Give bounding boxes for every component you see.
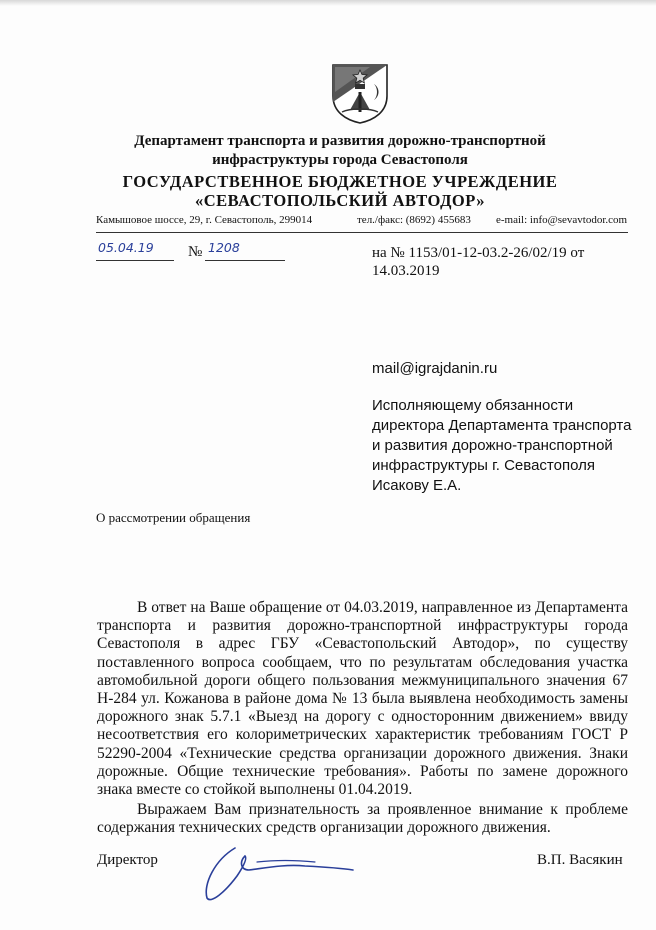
registration-date: 05.04.19: [98, 240, 154, 255]
institution-line-1: ГОСУДАРСТВЕННОЕ БЮДЖЕТНОЕ УЧРЕЖДЕНИЕ: [122, 172, 558, 191]
signer-name: В.П. Васякин: [537, 852, 623, 868]
signer-title: Директор: [97, 852, 158, 868]
sevastopol-coat-of-arms-icon: [330, 62, 390, 124]
phone-text: тел./факс: (8692) 455683: [357, 214, 471, 226]
recipient-email: mail@igrajdanin.ru: [372, 360, 498, 377]
date-underline: [96, 260, 174, 261]
number-underline: [205, 260, 285, 261]
institution-name: [90, 172, 590, 210]
body-paragraph-2: Выражаем Вам признательность за проявленное внимание к проблеме содержания технических средств организации дорожного движения.: [97, 801, 628, 837]
letter-body: [97, 599, 628, 838]
addressee-block: Исполняющему обязанности директора Департамента транспорта и развития дорожно-транспортной инфраструктуры г. Севастополя Исакову Е.А.: [372, 397, 632, 494]
header-divider: [96, 232, 628, 233]
reference-number: на № 1153/01-12-03.2-26/02/19 от 14.03.2019: [372, 245, 585, 279]
institution-line-2: «СЕВАСТОПОЛЬСКИЙ АВТОДОР»: [194, 191, 485, 210]
number-sign: №: [188, 244, 203, 260]
signature-scribble-icon: [195, 840, 355, 906]
address-text: Камышовое шоссе, 29, г. Севастополь, 299014: [96, 214, 313, 226]
email-text: e-mail: info@sevavtodor.com: [496, 214, 628, 226]
department-name: Департамент транспорта и развития дорожно-транспортной инфраструктуры города Севастополя: [134, 133, 546, 168]
letter-subject: О рассмотрении обращения: [96, 510, 251, 525]
body-paragraph-1: В ответ на Ваше обращение от 04.03.2019, направленное из Департамента транспорта и развития дорожно-транспортной инфраструктуры города Севастополя в адрес ГБУ «Севастопольский Автодор», по существу поставленного вопроса сообщаем, что по результатам обследования участка автомобильной дороги общего пользования межмуниципального значения 67 Н-284 ул. Кожанова в районе дома № 13 была выявлена необходимость замены дорожного знак 5.7.1 «Выезд на дорогу с односторонним движением» ввиду несоответствия его колориметрических характеристик требованиям ГОСТ Р 52290-2004 «Технические средства организации дорожного движения. Знаки дорожные. Общие технические требования». Работы по замене дорожного знака вместе со стойкой выполнены 01.04.2019.: [97, 599, 628, 799]
scan-top-edge: [0, 0, 656, 6]
registration-number: 1208: [208, 240, 240, 255]
